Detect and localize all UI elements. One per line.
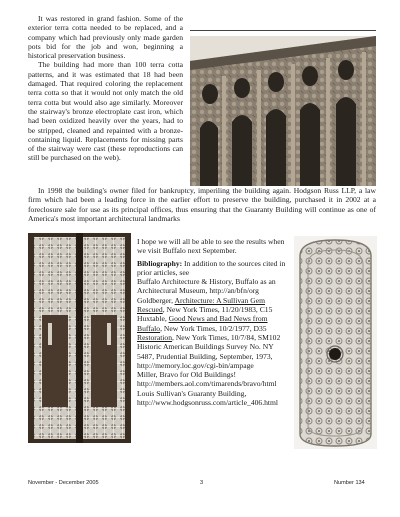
elevator-doors-photo (28, 233, 131, 443)
footer-page-number: 3 (200, 480, 204, 486)
building-facade-illustration (190, 36, 376, 186)
full-width-paragraph (28, 186, 376, 223)
reference-item (137, 389, 289, 408)
reference-text: , New York Times, 11/20/1983, C15 (162, 305, 273, 315)
reference-title: Architecture: A Sullivan Gem Rescued (137, 295, 266, 315)
reference-text: Goldberger, (137, 295, 175, 305)
header-rule (190, 30, 376, 31)
ornamental-plate-photo (294, 236, 377, 449)
ornate-doors-illustration (28, 233, 131, 443)
reference-text: , New York Times, 10/7/84, SM102 (172, 332, 281, 342)
reference-item (137, 296, 289, 315)
reference-text: Buffalo Architecture & History, Buffalo as an Architectural Museum, http://an/bfn/org (137, 277, 276, 296)
reference-item (137, 370, 289, 389)
bibliography-label: Bibliography: (137, 258, 183, 268)
reference-text: , New York Times, 10/2/1977, D35 (160, 323, 267, 333)
bibliography-intro-text: In addition to the sources cited in prior articles, see (137, 258, 286, 277)
paragraph-terra-cotta: The building had more than 100 terra cotta patterns, and it was estimated that 18 had been damaged. That required coloring the replacement terra cotta so that it would not only match the old terra cotta but would also age similarly. Moreover the stairway's bronze electroplate cast iron, which had been oxidized heavily over the years, had to be stripped, cleaned and repainted with a bronze-containing liquid. Replacements for missing parts of the stairway were cast (these reproductions can still be purchased on the web). (28, 60, 183, 163)
reference-text: Historic American Buildings Survey No. NY 5487, Prudential Building, September, 1973, http://memory.loc.gov/cgi-bin/ampage (137, 342, 274, 370)
guaranty-building-facade-photo (190, 36, 376, 186)
reference-title: Restoration (137, 332, 173, 342)
paragraph-bankruptcy: In 1998 the building's owner filed for bankruptcy, imperiling the building again. Hodgson Russ LLP, a law firm which had been a leading force in the earlier effort to preserve the building, purchased it in 2002 at a foreclosure sale for use as its principal offices, thus ensuring that the Guaranty Building will continue as one of America's most important architectural landmarks (28, 186, 376, 223)
footer-date: November - December 2005 (28, 480, 99, 486)
left-column-text (28, 14, 183, 163)
references-column (137, 237, 289, 407)
paragraph-restoration: It was restored in grand fashion. Some of the exterior terra cotta needed to be replaced, and a company which had previously only made garden pots bid for the job and won, beginning a historical preservation business. (28, 14, 183, 61)
reference-item (137, 277, 289, 296)
reference-title: Good News and Bad News from Buffalo (137, 314, 268, 333)
reference-text: Louis Sullivan's Guaranty Building, http://www.hodgsonruss.com/article_406.html (137, 388, 279, 408)
reference-text: Miller, Bravo for Old Buildings! http://members.aol.com/timarends/bravo/html (137, 370, 277, 389)
reference-item (137, 342, 289, 370)
reference-item (137, 333, 289, 342)
bibliography-intro (137, 259, 289, 278)
reference-text: Huxtable, (137, 314, 169, 324)
reference-item (137, 314, 289, 333)
hope-sentence: I hope we will all be able to see the results when we visit Buffalo next September. (137, 237, 285, 256)
ornamental-escutcheon-illustration (294, 236, 377, 449)
footer-issue-number: Number 134 (334, 480, 365, 486)
